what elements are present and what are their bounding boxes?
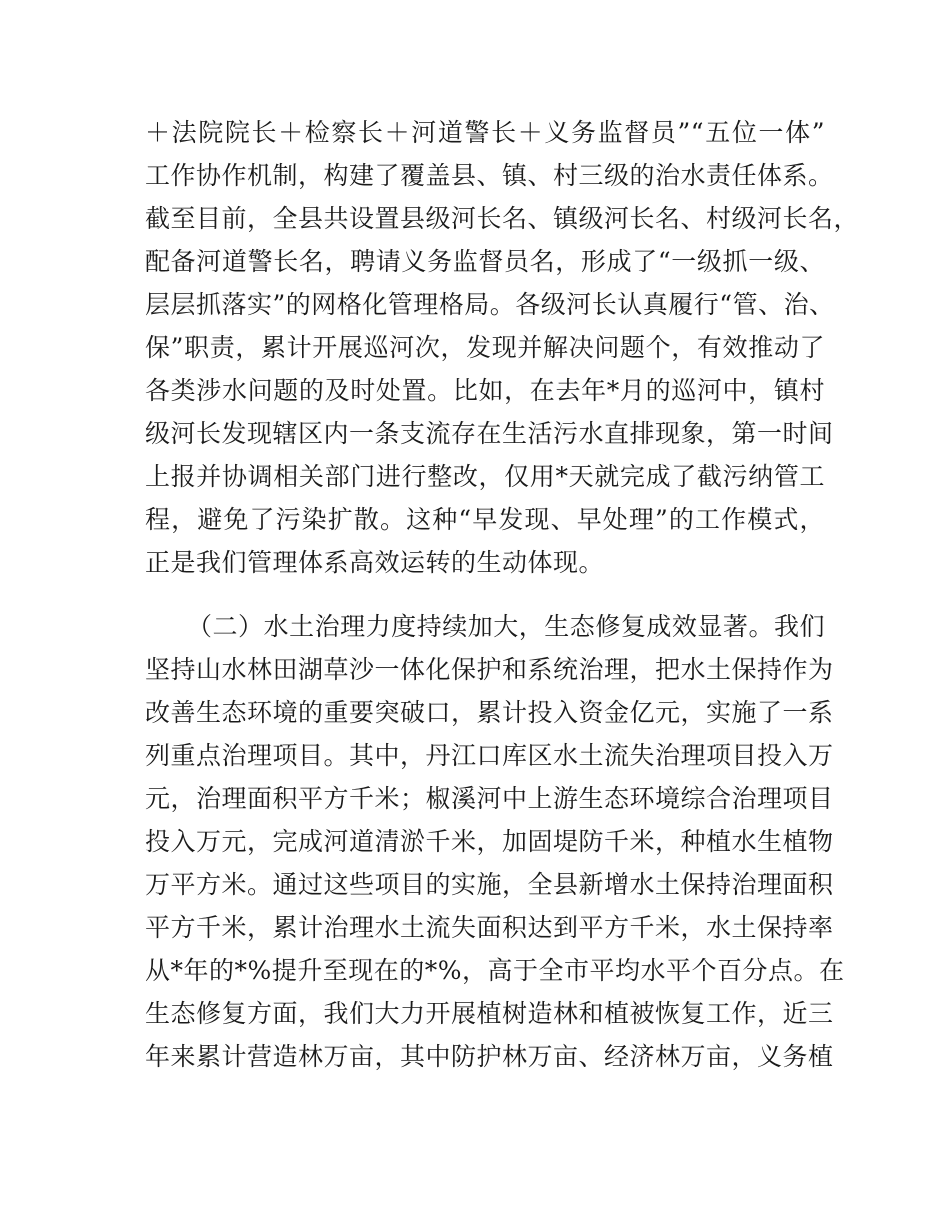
paragraph-1-line-6: 保”职责，累计开展巡河次，发现并解决问题个，有效推动了	[145, 333, 825, 362]
paragraph-2-line-6: 投入万元，完成河道清淤千米，加固堤防千米，种植水生植物	[145, 827, 834, 856]
paragraph-2-line-10: 生态修复方面，我们大力开展植树造林和植被恢复工作，近三	[145, 999, 834, 1028]
paragraph-1-line-2: 工作协作机制，构建了覆盖县、镇、村三级的治水责任体系。	[145, 161, 834, 190]
paragraph-1-line-7: 各类涉水问题的及时处置。比如，在去年*月的巡河中，镇村	[145, 376, 825, 405]
paragraph-1-line-3: 截至目前，全县共设置县级河长名、镇级河长名、村级河长名，	[145, 204, 860, 233]
paragraph-1-line-9: 上报并协调相关部门进行整改，仅用*天就完成了截污纳管工	[145, 462, 825, 491]
paragraph-1-line-11: 正是我们管理体系高效运转的生动体现。	[145, 548, 605, 577]
paragraph-1-line-4: 配备河道警长名，聘请义务监督员名，形成了“一级抓一级、	[145, 247, 825, 276]
paragraph-2-line-2: 坚持山水林田湖草沙一体化保护和系统治理，把水土保持作为	[145, 655, 834, 684]
paragraph-2-line-11: 年来累计营造林万亩，其中防护林万亩、经济林万亩，义务植	[145, 1042, 834, 1071]
paragraph-1-line-5: 层层抓落实”的网格化管理格局。各级河长认真履行“管、治、	[145, 290, 835, 319]
paragraph-2-line-8: 平方千米，累计治理水土流失面积达到平方千米，水土保持率	[145, 913, 834, 942]
paragraph-2-line-5: 元，治理面积平方千米；椒溪河中上游生态环境综合治理项目	[145, 784, 834, 813]
paragraph-1-line-8: 级河长发现辖区内一条支流存在生活污水直排现象，第一时间	[145, 419, 834, 448]
paragraph-1-line-10: 程，避免了污染扩散。这种“早发现、早处理”的工作模式，	[145, 505, 825, 534]
paragraph-2-line-9: 从*年的*%提升至现在的*%，高于全市平均水平个百分点。在	[145, 956, 845, 985]
paragraph-2-line-4: 列重点治理项目。其中，丹江口库区水土流失治理项目投入万	[145, 741, 834, 770]
paragraph-2-line-1: （二）水土治理力度持续加大，生态修复成效显著。我们	[187, 612, 825, 641]
paragraph-1-line-1: ＋法院院长＋检察长＋河道警长＋义务监督员”“五位一体”	[145, 118, 825, 147]
paragraph-2-line-7: 万平方米。通过这些项目的实施，全县新增水土保持治理面积	[145, 870, 834, 899]
paragraph-2-line-3: 改善生态环境的重要突破口，累计投入资金亿元，实施了一系	[145, 698, 834, 727]
